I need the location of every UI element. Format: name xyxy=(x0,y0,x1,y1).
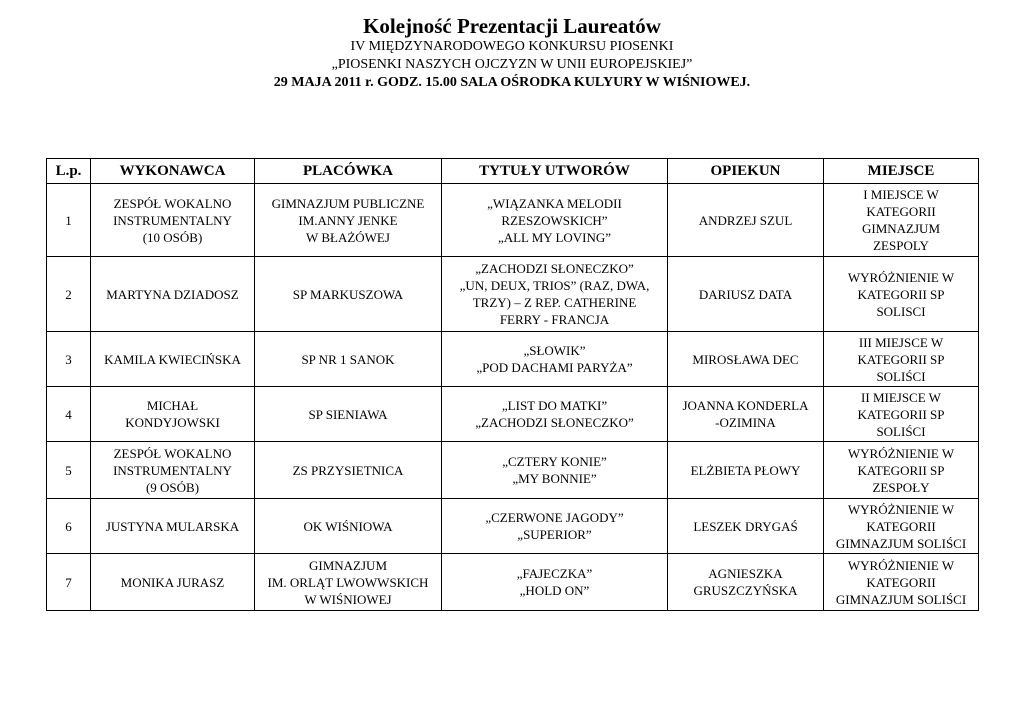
cell-institution: SP NR 1 SANOK xyxy=(255,332,442,387)
cell-performer: KAMILA KWIECIŃSKA xyxy=(91,332,255,387)
cell-lp: 3 xyxy=(47,332,91,387)
column-header-place: MIEJSCE xyxy=(824,159,979,184)
cell-place: WYRÓŻNIENIE W KATEGORII SP SOLISCI xyxy=(824,257,979,332)
cell-place: WYRÓŻNIENIE W KATEGORII GIMNAZJUM SOLIŚCI xyxy=(824,554,979,611)
cell-performer: MARTYNA DZIADOSZ xyxy=(91,257,255,332)
cell-place: III MIEJSCE W KATEGORII SP SOLIŚCI xyxy=(824,332,979,387)
table-row xyxy=(47,387,979,442)
cell-lp: 7 xyxy=(47,554,91,611)
cell-place: I MIEJSCE W KATEGORII GIMNAZJUM ZESPOLY xyxy=(824,184,979,257)
cell-supervisor: MIROSŁAWA DEC xyxy=(668,332,824,387)
cell-institution: SP SIENIAWA xyxy=(255,387,442,442)
document-title: Kolejność Prezentacji Laureatów xyxy=(363,14,661,38)
table-row xyxy=(47,554,979,611)
column-header-song-titles: TYTUŁY UTWORÓW xyxy=(442,159,668,184)
cell-place: II MIEJSCE W KATEGORII SP SOLIŚCI xyxy=(824,387,979,442)
cell-place: WYRÓŻNIENIE W KATEGORII SP ZESPOŁY xyxy=(824,442,979,499)
cell-supervisor: LESZEK DRYGAŚ xyxy=(668,499,824,554)
table-row xyxy=(47,442,979,499)
cell-institution: GIMNAZJUM IM. ORLĄT LWOWWSKICH W WIŚNIOWEJ xyxy=(255,554,442,611)
table-row xyxy=(47,257,979,332)
cell-lp: 1 xyxy=(47,184,91,257)
table-row xyxy=(47,184,979,257)
cell-performer: JUSTYNA MULARSKA xyxy=(91,499,255,554)
cell-institution: SP MARKUSZOWA xyxy=(255,257,442,332)
cell-lp: 2 xyxy=(47,257,91,332)
cell-song-titles: „WIĄZANKA MELODII RZESZOWSKICH” „ALL MY LOVING” xyxy=(442,184,668,257)
cell-song-titles: „CZTERY KONIE” „MY BONNIE” xyxy=(442,442,668,499)
cell-institution: OK WIŚNIOWA xyxy=(255,499,442,554)
cell-supervisor: JOANNA KONDERLA -OZIMINA xyxy=(668,387,824,442)
cell-song-titles: „CZERWONE JAGODY” „SUPERIOR” xyxy=(442,499,668,554)
table-row xyxy=(47,332,979,387)
cell-performer: MICHAŁ KONDYJOWSKI xyxy=(91,387,255,442)
cell-song-titles: „SŁOWIK” „POD DACHAMI PARYŻA” xyxy=(442,332,668,387)
document-header xyxy=(0,14,1024,92)
column-header-institution: PLACÓWKA xyxy=(255,159,442,184)
event-date-location: 29 MAJA 2011 r. GODZ. 15.00 SALA OŚRODKA KULYURY W WIŚNIOWEJ. xyxy=(273,75,751,90)
cell-song-titles: „FAJECZKA” „HOLD ON” xyxy=(442,554,668,611)
cell-supervisor: ANDRZEJ SZUL xyxy=(668,184,824,257)
column-header-supervisor: OPIEKUN xyxy=(668,159,824,184)
cell-institution: GIMNAZJUM PUBLICZNE IM.ANNY JENKE W BŁAŻÓWEJ xyxy=(255,184,442,257)
contest-name: IV MIĘDZYNARODOWEGO KONKURSU PIOSENKI xyxy=(350,39,674,54)
table-header-row xyxy=(47,159,979,184)
laureates-table xyxy=(46,158,979,611)
cell-supervisor: AGNIESZKA GRUSZCZYŃSKA xyxy=(668,554,824,611)
cell-supervisor: ELŻBIETA PŁOWY xyxy=(668,442,824,499)
column-header-performer: WYKONAWCA xyxy=(91,159,255,184)
cell-institution: ZS PRZYSIETNICA xyxy=(255,442,442,499)
cell-lp: 4 xyxy=(47,387,91,442)
cell-lp: 6 xyxy=(47,499,91,554)
cell-song-titles: „ZACHODZI SŁONECZKO” „UN, DEUX, TRIOS” (RAZ, DWA, TRZY) – Z REP. CATHERINE FERRY - FRANCJA xyxy=(442,257,668,332)
cell-performer: MONIKA JURASZ xyxy=(91,554,255,611)
cell-performer: ZESPÓŁ WOKALNO INSTRUMENTALNY (9 OSÓB) xyxy=(91,442,255,499)
table-row xyxy=(47,499,979,554)
cell-place: WYRÓŻNIENIE W KATEGORII GIMNAZJUM SOLIŚCI xyxy=(824,499,979,554)
cell-performer: ZESPÓŁ WOKALNO INSTRUMENTALNY (10 OSÓB) xyxy=(91,184,255,257)
cell-lp: 5 xyxy=(47,442,91,499)
contest-subtitle: „PIOSENKI NASZYCH OJCZYZN W UNII EUROPEJSKIEJ” xyxy=(331,57,693,72)
cell-supervisor: DARIUSZ DATA xyxy=(668,257,824,332)
cell-song-titles: „LIST DO MATKI” „ZACHODZI SŁONECZKO” xyxy=(442,387,668,442)
column-header-lp: L.p. xyxy=(47,159,91,184)
